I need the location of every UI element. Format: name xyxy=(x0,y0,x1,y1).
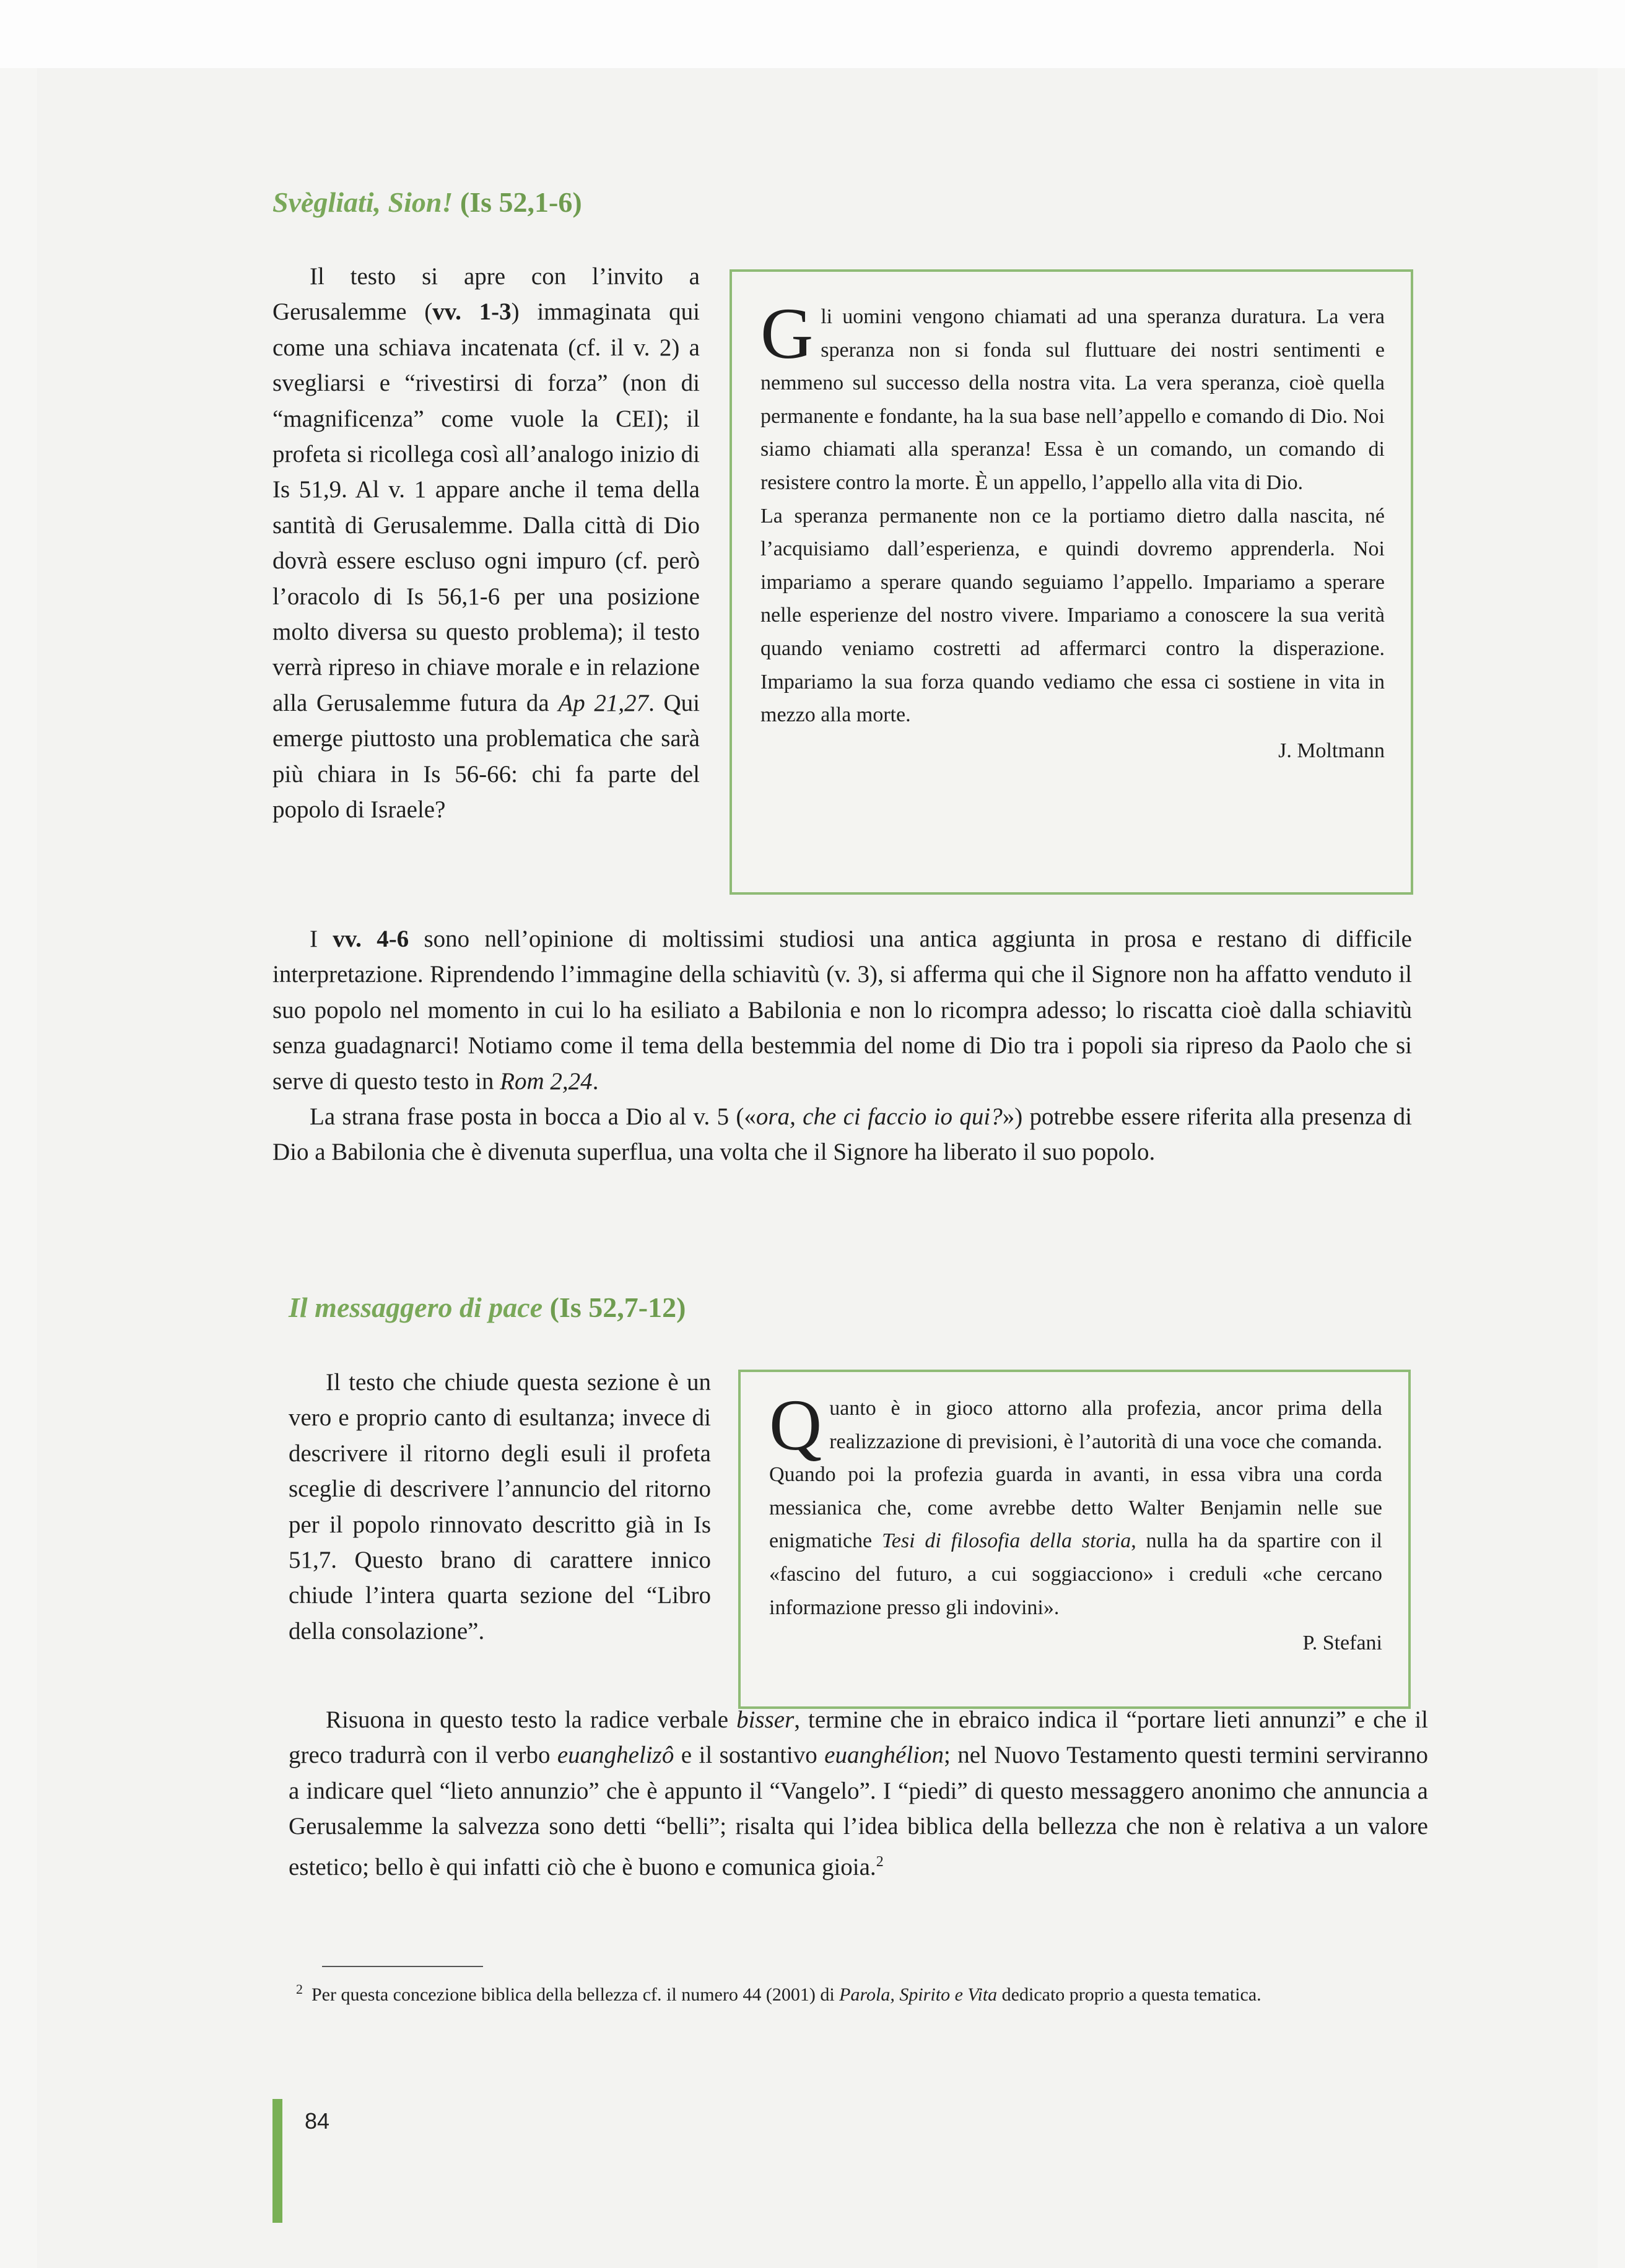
section-heading-sion xyxy=(272,186,582,219)
section-ref: (Is 52,1-6) xyxy=(460,186,582,218)
drop-cap: Q xyxy=(769,1384,822,1466)
column-text-messaggero xyxy=(289,1365,711,1649)
page-number: 84 xyxy=(305,2108,330,2134)
section-title: Il messaggero di pace xyxy=(289,1292,543,1323)
footnote: $^2$ Per questa concezione biblica della bellezza cf. il numero 44 (2001) di Parola, Spirito e Vita dedicato proprio a questa tematica. xyxy=(296,1981,1261,2005)
full-width-text-messaggero xyxy=(289,1702,1428,1885)
paragraph: La strana frase posta in bocca a Dio al v. 5 («ora, che ci faccio io qui?») potrebbe essere riferita alla presenza di Dio a Babilonia che è divenuta superflua, una volta che il Signore ha liberato il suo popolo. xyxy=(272,1103,1412,1166)
quote-box-stefani xyxy=(738,1370,1411,1709)
section-ref: (Is 52,7-12) xyxy=(549,1292,686,1323)
quote-paragraph: La speranza permanente non ce la portiamo dietro dalla nascita, né l’acquisiamo dall’esperienza, e quindi dovremo apprenderla. Noi impariamo a sperare quando seguiamo l’appello. Impariamo a sperare nelle esperienze del nostro vivere. Impariamo a conoscere la sua verità quando veniamo costretti ad affermarci contro la disperazione. Impariamo la sua forza quando vediamo che essa ci sostiene in vita in mezzo alla morte. xyxy=(760,504,1385,727)
footnote-divider xyxy=(322,1966,483,1967)
footnote-reference: 2 xyxy=(876,1853,884,1870)
paragraph: I vv. 4-6 sono nell’opinione di moltissimi studiosi una antica aggiunta in prosa e restano di difficile interpretazione. Riprendendo l’immagine della schiavitù (v. 3), si afferma qui che il Signore non ha affatto venduto il suo popolo nel momento in cui lo ha esiliato a Babilonia e non lo ricompra adesso; lo riscatta cioè dalla schiavitù senza guadagnarci! Notiamo come il tema della bestemmia del nome di Dio tra i popoli sia ripreso da Paolo che si serve di questo testo in Rom 2,24. xyxy=(272,926,1412,1095)
section-heading-messaggero xyxy=(289,1291,686,1324)
section-title: Svègliati, Sion! xyxy=(272,186,453,218)
scan-margin xyxy=(0,0,1625,68)
paragraph: Risuona in questo testo la radice verbale bisser, termine che in ebraico indica il “portare lieti annunzi” e che il greco tradurrà con il verbo euanghelizô e il sostantivo euanghélion; nel Nuovo Testamento questi termini serviranno a indicare quel “lieto annunzio” che è appunto il “Vangelo”. I “piedi” di questo messaggero anonimo che annuncia a Gerusalemme la salvezza sono detti “belli”; risalta qui l’idea biblica della bellezza che non è relativa a un valore estetico; bello è qui infatti ciò che è buono e comunica gioia.$^2$ xyxy=(289,1706,1428,1880)
drop-cap: G xyxy=(760,293,814,374)
quote-author: J. Moltmann xyxy=(1278,739,1385,762)
page-number-bar xyxy=(272,2099,282,2223)
paragraph: Il testo si apre con l’invito a Gerusalemme (vv. 1-3) immaginata qui come una schiava incatenata (cf. il v. 2) a svegliarsi e “rivestirsi di forza” (non di “magnificenza” come vuole la CEI); il profeta si ricollega così all’analogo inizio di Is 51,9. Al v. 1 appare anche il tema della santità di Gerusalemme. Dalla città di Dio dovrà essere escluso ogni impuro (cf. però l’oracolo di Is 56,1-6 per una posizione molto diversa su questo problema); il testo verrà ripreso in chiave morale e in relazione alla Gerusalemme futura da Ap 21,27. Qui emerge piuttosto una problematica che sarà più chiara in Is 56-66: chi fa parte del popolo di Israele? xyxy=(272,263,700,823)
quote-paragraph: Quanto è in gioco attorno alla profezia, ancor prima della realizzazione di previsioni, è l’autorità di una voce che comanda. Quando poi la profezia guarda in avanti, in essa vibra una corda messianica che, come avrebbe detto Walter Benjamin nelle sue enigmatiche Tesi di filosofia della storia, nulla ha da spartire con il «fascino del futuro, a cui soggiacciono» i creduli «che cercano informazione presso gli indovini». xyxy=(769,1384,1382,1619)
quote-paragraph: Gli uomini vengono chiamati ad una speranza duratura. La vera speranza non si fonda sul fluttuare dei nostri sentimenti e nemmeno sul successo della nostra vita. La vera speranza, cioè quella permanente e fondante, ha la sua base nell’appello e comando di Dio. Noi siamo chiamati alla speranza! Essa è un comando, un comando di resistere contro la morte. È un appello, l’appello alla vita di Dio. xyxy=(760,293,1385,494)
quote-author: P. Stefani xyxy=(1302,1631,1382,1655)
quote-box-moltmann xyxy=(730,269,1413,895)
column-text-sion xyxy=(272,259,700,828)
footnote-mark: 2 xyxy=(296,1981,303,1997)
full-width-text-sion xyxy=(272,921,1412,1170)
paragraph: Il testo che chiude questa sezione è un vero e proprio canto di esultanza; invece di descrivere il ritorno degli esuli il profeta sceglie di descrivere l’annuncio del ritorno per il popolo rinnovato descritto già in Is 51,7. Questo brano di carattere innico chiude l’intera quarta sezione del “Libro della consolazione”. xyxy=(289,1369,711,1645)
